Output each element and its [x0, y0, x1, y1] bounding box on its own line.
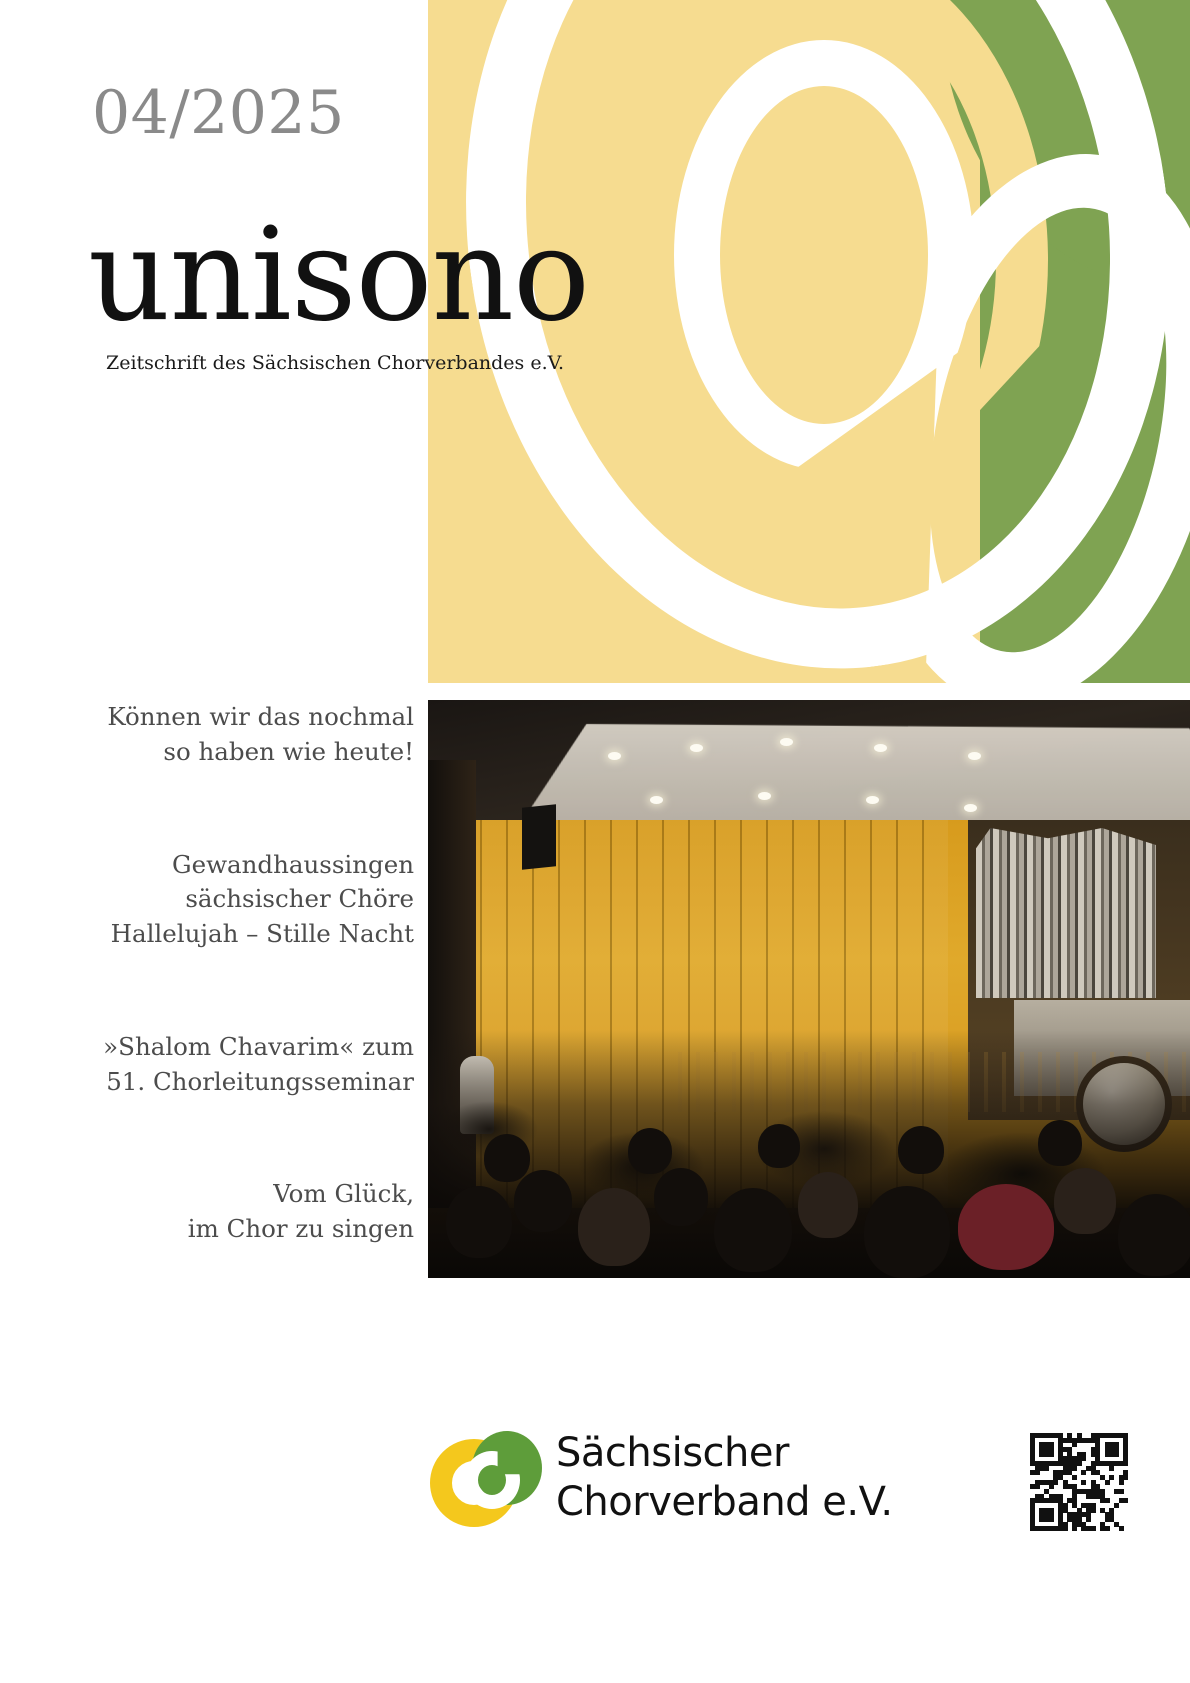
audience-head	[628, 1128, 672, 1174]
association-name-line-1: Sächsischer	[556, 1430, 789, 1476]
teaser-item	[60, 1177, 414, 1247]
audience-head	[864, 1186, 950, 1278]
association-name-line-2: Chorverband e.V.	[556, 1478, 893, 1525]
publication-subtitle: Zeitschrift des Sächsischen Chorverbandes e.V.	[106, 352, 565, 374]
teaser-line: Gewandhaussingen	[172, 849, 414, 879]
audience-head	[484, 1134, 530, 1182]
teaser-item	[60, 848, 414, 952]
teaser-list	[60, 700, 414, 1247]
audience-head	[1118, 1194, 1190, 1276]
association-name	[556, 1429, 893, 1527]
teaser-line: sächsischer Chöre	[185, 884, 414, 914]
ceiling-light	[780, 738, 793, 746]
ceiling-light	[968, 752, 981, 760]
teaser-line: 51. Chorleitungsseminar	[106, 1066, 414, 1096]
ceiling-light	[608, 752, 621, 760]
teaser-line: »Shalom Chavarim« zum	[103, 1031, 414, 1061]
audience-head	[714, 1188, 792, 1272]
ceiling-light	[650, 796, 663, 804]
qr-code-icon[interactable]	[1030, 1433, 1128, 1531]
audience-head	[758, 1124, 800, 1168]
cover-photo	[428, 700, 1190, 1278]
audience-head	[578, 1188, 650, 1266]
teaser-line: Vom Glück,	[273, 1179, 414, 1209]
ceiling-light	[874, 744, 887, 752]
audience-head	[446, 1186, 512, 1258]
audience-head	[798, 1172, 858, 1238]
publication-wordmark: unisono	[88, 201, 590, 350]
teaser-line: Können wir das nochmal	[107, 702, 414, 731]
teaser-line: so haben wie heute!	[163, 736, 414, 766]
association-logo-icon	[430, 1431, 542, 1535]
teaser-line: Hallelujah – Stille Nacht	[110, 919, 414, 949]
audience-head	[898, 1126, 944, 1174]
photo-organ-pipes	[976, 828, 1156, 998]
ceiling-light	[866, 796, 879, 804]
ceiling-light	[964, 804, 977, 812]
audience-head	[1054, 1168, 1116, 1234]
ceiling-light	[690, 744, 703, 752]
audience-head	[1038, 1120, 1082, 1166]
audience-head	[654, 1168, 708, 1226]
photo-audience-heads	[428, 1068, 1190, 1278]
audience-head	[958, 1184, 1054, 1270]
footer	[0, 1423, 1190, 1553]
teaser-item	[60, 1030, 414, 1100]
photo-speaker	[522, 804, 556, 870]
ceiling-light	[758, 792, 771, 800]
issue-number: 04/2025	[92, 78, 345, 148]
teaser-item	[60, 700, 414, 770]
teaser-line: im Chor zu singen	[187, 1214, 414, 1244]
audience-head	[514, 1170, 572, 1232]
